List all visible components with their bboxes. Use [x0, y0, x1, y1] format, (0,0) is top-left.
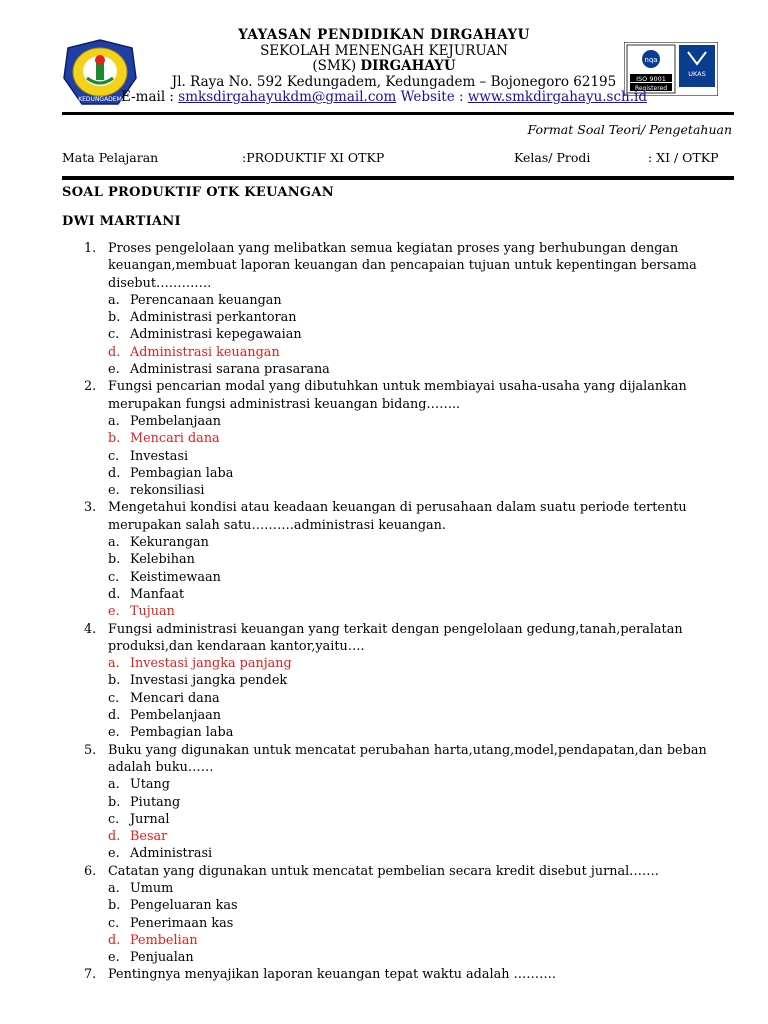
question-text: Catatan yang digunakan untuk mencatat pembelian secara kredit disebut jurnal…….: [108, 863, 659, 879]
answer-option: [62, 897, 722, 914]
answer-option-correct: [62, 828, 722, 845]
option-letter: d.: [108, 465, 121, 481]
option-letter: d.: [108, 829, 121, 845]
subject-label: Mata Pelajaran: [62, 150, 159, 165]
option-letter: d.: [108, 708, 121, 724]
option-text: Investasi: [130, 448, 189, 464]
answer-option: [62, 326, 722, 343]
option-text: Kekurangan: [130, 535, 209, 551]
question-text: Proses pengelolaan yang melibatkan semua kegiatan proses yang berhubungan dengan keuangan,membuat laporan keuangan dan pencapaian tujuan untuk kepentingan bersama disebut………….: [108, 241, 697, 291]
answer-option: [62, 465, 722, 482]
question-item: [62, 499, 722, 534]
option-text: Pembelian: [130, 932, 198, 948]
answer-option: [62, 309, 722, 326]
option-letter: a.: [108, 535, 120, 551]
question-number: 3.: [84, 500, 97, 516]
author-name: DWI MARTIANI: [62, 214, 181, 229]
option-letter: a.: [108, 292, 120, 308]
question-number: 4.: [84, 621, 97, 637]
option-letter: d.: [108, 586, 121, 602]
option-letter: b.: [108, 898, 121, 914]
option-text: Manfaat: [130, 586, 185, 602]
answer-option-correct: [62, 344, 722, 361]
answer-option: [62, 672, 722, 689]
svg-text:nqa: nqa: [644, 56, 658, 64]
option-text: Tujuan: [130, 604, 175, 620]
option-text: Pembelanjaan: [130, 708, 221, 724]
option-text: Kelebihan: [130, 552, 195, 568]
answer-option: [62, 690, 722, 707]
answer-option: [62, 361, 722, 378]
option-text: Utang: [130, 777, 170, 793]
answer-option: [62, 292, 722, 309]
option-text: rekonsiliasi: [130, 483, 205, 499]
question-item: [62, 863, 722, 880]
option-text: Pembelanjaan: [130, 413, 221, 429]
option-text: Keistimewaan: [130, 569, 221, 585]
option-letter: c.: [108, 811, 120, 827]
option-letter: d.: [108, 932, 121, 948]
option-letter: e.: [108, 604, 120, 620]
school-address: Jl. Raya No. 592 Kedungadem, Kedungadem – Bojonegoro 62195: [171, 73, 617, 90]
option-text: Investasi jangka pendek: [130, 673, 288, 689]
question-item: [62, 240, 722, 292]
answer-option: [62, 811, 722, 828]
question-text: Fungsi administrasi keuangan yang terkait dengan pengelolaan gedung,tanah,peralatan produksi,dan kendaraan kantor,yaitu….: [108, 621, 683, 654]
option-text: Administrasi kepegawaian: [130, 327, 302, 343]
class-value: : XI / OTKP: [648, 150, 719, 165]
exam-title: SOAL PRODUKTIF OTK KEUANGAN: [62, 185, 334, 200]
question-number: 5.: [84, 742, 97, 758]
ukas-label: UKAS: [688, 70, 706, 78]
option-letter: c.: [108, 569, 120, 585]
answer-option-correct: [62, 603, 722, 620]
answer-option: [62, 845, 722, 862]
question-item: [62, 966, 722, 983]
option-text: Piutang: [130, 794, 181, 810]
option-letter: c.: [108, 327, 120, 343]
question-item: [62, 621, 722, 656]
option-text: Pembagian laba: [130, 465, 234, 481]
question-item: [62, 742, 722, 777]
header-divider: [62, 112, 734, 115]
option-letter: e.: [108, 950, 120, 966]
question-number: 1.: [84, 241, 97, 256]
answer-option: [62, 707, 722, 724]
answer-option: [62, 482, 722, 499]
answer-option-correct: [62, 932, 722, 949]
answer-option: [62, 448, 722, 465]
option-text: Administrasi perkantoran: [130, 310, 297, 326]
option-text: Penerimaan kas: [130, 915, 234, 931]
option-text: Pembagian laba: [130, 725, 234, 741]
option-text: Penjualan: [130, 950, 194, 966]
answer-option-correct: [62, 655, 722, 672]
logo-caption: KEDUNGADEM: [78, 96, 122, 103]
option-text: Administrasi sarana prasarana: [130, 362, 330, 378]
email-link[interactable]: smksdirgahayukdm@gmail.com: [178, 89, 397, 105]
question-text: Mengetahui kondisi atau keadaan keuangan di perusahaan dalam suatu periode tertentu merupakan salah satu……….administrasi keuangan.: [108, 500, 687, 533]
iso-label: ISO 9001: [636, 75, 666, 83]
option-letter: b.: [108, 431, 121, 447]
letterhead: [0, 28, 768, 106]
option-letter: e.: [108, 362, 120, 378]
question-list: [62, 240, 722, 984]
option-letter: c.: [108, 448, 120, 464]
option-text: Pengeluaran kas: [130, 898, 238, 914]
registered-label: Registered: [634, 85, 668, 92]
option-letter: b.: [108, 673, 121, 689]
option-text: Administrasi: [130, 846, 213, 862]
answer-option: [62, 551, 722, 568]
question-number: 2.: [84, 379, 97, 395]
option-letter: b.: [108, 310, 121, 326]
answer-option: [62, 776, 722, 793]
option-text: Administrasi keuangan: [130, 344, 280, 360]
answer-option-correct: [62, 430, 722, 447]
meta-row: [62, 150, 734, 166]
option-letter: a.: [108, 413, 120, 429]
website-link[interactable]: www.smkdirgahayu.sch.id: [467, 89, 647, 105]
option-letter: e.: [108, 846, 120, 862]
contact-line: E-mail : smksdirgahayukdm@gmail.com Website : www.smkdirgahayu.sch.id: [120, 89, 647, 105]
option-letter: b.: [108, 552, 121, 568]
question-text: Fungsi pencarian modal yang dibutuhkan untuk membiayai usaha-usaha yang dijalankan merupakan fungsi administrasi keuangan bidang……..: [108, 379, 687, 412]
foundation-name: YAYASAN PENDIDIKAN DIRGAHAYU: [238, 27, 530, 43]
option-text: Umum: [130, 880, 174, 896]
question-item: [62, 378, 722, 413]
option-letter: d.: [108, 344, 121, 360]
format-label: Format Soal Teori/ Pengetahuan: [527, 122, 732, 137]
school-name: (SMK) DIRGAHAYU: [312, 58, 456, 74]
answer-option: [62, 569, 722, 586]
option-letter: a.: [108, 656, 120, 672]
option-letter: a.: [108, 777, 120, 793]
option-text: Mencari dana: [130, 431, 220, 447]
option-letter: c.: [108, 915, 120, 931]
answer-option: [62, 949, 722, 966]
meta-divider: [62, 176, 734, 180]
option-letter: c.: [108, 690, 120, 706]
school-type: SEKOLAH MENENGAH KEJURUAN: [260, 42, 508, 59]
option-text: Mencari dana: [130, 690, 220, 706]
question-number: 6.: [84, 863, 97, 879]
answer-option: [62, 586, 722, 603]
option-letter: e.: [108, 725, 120, 741]
option-text: Perencanaan keuangan: [130, 292, 282, 308]
answer-option: [62, 534, 722, 551]
answer-option: [62, 413, 722, 430]
question-text: Buku yang digunakan untuk mencatat perubahan harta,utang,model,pendapatan,dan beban adalah buku……: [108, 742, 707, 775]
answer-option: [62, 880, 722, 897]
option-text: Jurnal: [130, 811, 170, 827]
answer-option: [62, 915, 722, 932]
class-label: Kelas/ Prodi: [514, 150, 591, 165]
question-number: 7.: [84, 967, 97, 983]
question-text: Pentingnya menyajikan laporan keuangan tepat waktu adalah ……….: [108, 967, 556, 983]
option-letter: a.: [108, 880, 120, 896]
option-letter: e.: [108, 483, 120, 499]
answer-option: [62, 724, 722, 741]
subject-value: :PRODUKTIF XI OTKP: [242, 150, 385, 165]
option-text: Besar: [130, 829, 168, 845]
option-letter: b.: [108, 794, 121, 810]
option-text: Investasi jangka panjang: [130, 656, 292, 672]
answer-option: [62, 794, 722, 811]
